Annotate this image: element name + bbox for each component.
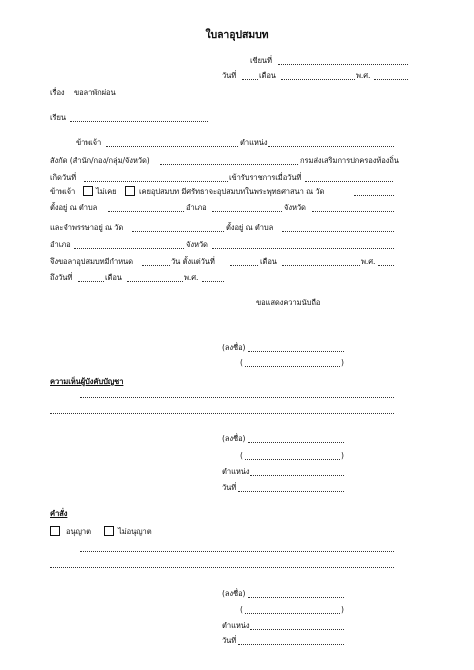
supervisor-name-field[interactable] bbox=[245, 459, 340, 460]
name-field[interactable] bbox=[106, 146, 238, 147]
request-leave-label: จึงขอลาอุปสมบทมีกำหนด bbox=[50, 257, 133, 266]
order-heading: คำสั่ง bbox=[50, 509, 68, 518]
date-month-field[interactable] bbox=[281, 79, 355, 80]
supervisor-open-paren: ( bbox=[240, 451, 243, 460]
date-year-field[interactable] bbox=[374, 79, 408, 80]
district-label: อำเภอ bbox=[186, 203, 207, 212]
i-label: ข้าพเจ้า bbox=[76, 138, 102, 147]
district-field-2[interactable] bbox=[74, 248, 184, 249]
order-open-paren: ( bbox=[240, 605, 243, 614]
form-title: ใบลาอุปสมบท bbox=[205, 29, 269, 41]
supervisor-opinion-line-1[interactable] bbox=[80, 397, 394, 398]
affiliation-label: สังกัด (สำนัก/กอง/กลุ่ม/จังหวัด) bbox=[50, 156, 150, 165]
from-day-field[interactable] bbox=[230, 265, 258, 266]
date-day-label: วันที่ bbox=[222, 71, 237, 80]
never-ordained-label: ไม่เคย bbox=[96, 187, 117, 196]
ever-ordained-label: เคยอุปสมบท มีศรัทธาจะอุปสมบทในพระพุทธศาสนา ณ วัด bbox=[139, 187, 325, 196]
order-signature-label: (ลงชื่อ) bbox=[222, 589, 246, 598]
born-label: เกิดวันที่ bbox=[50, 173, 76, 182]
until-month-field[interactable] bbox=[127, 281, 183, 282]
order-note-line-1[interactable] bbox=[80, 551, 394, 552]
until-year-field[interactable] bbox=[202, 281, 224, 282]
affiliation-field[interactable] bbox=[160, 164, 298, 165]
approve-label: อนุญาต bbox=[66, 527, 91, 536]
applicant-signature-field[interactable] bbox=[248, 351, 344, 352]
never-ordained-checkbox[interactable] bbox=[83, 186, 93, 196]
leave-days-field[interactable] bbox=[142, 265, 170, 266]
disapprove-checkbox[interactable] bbox=[104, 526, 114, 536]
district-label-2: อำเภอ bbox=[50, 240, 71, 249]
i-label-2: ข้าพเจ้า bbox=[50, 187, 76, 196]
until-date-label: ถึงวันที่ bbox=[50, 273, 73, 282]
order-name-field[interactable] bbox=[245, 613, 340, 614]
subject-value: ขอลาพักผ่อน bbox=[74, 88, 116, 97]
written-at-field[interactable] bbox=[278, 64, 408, 65]
date-year-label: พ.ศ. bbox=[356, 71, 371, 80]
supervisor-signature-label: (ลงชื่อ) bbox=[222, 434, 246, 443]
subdistrict-field[interactable] bbox=[108, 211, 184, 212]
until-day-field[interactable] bbox=[78, 281, 104, 282]
order-note-line-2[interactable] bbox=[50, 567, 394, 568]
from-month-field[interactable] bbox=[282, 265, 360, 266]
closing-text: ขอแสดงความนับถือ bbox=[256, 298, 321, 307]
disapprove-label: ไม่อนุญาต bbox=[118, 527, 152, 536]
order-position-field[interactable] bbox=[250, 629, 344, 630]
reside-temple-field[interactable] bbox=[132, 231, 224, 232]
department-name: กรมส่งเสริมการปกครองท้องถิ่น bbox=[300, 156, 399, 165]
position-label: ตำแหน่ง bbox=[240, 138, 268, 147]
order-position-label: ตำแหน่ง bbox=[222, 621, 250, 630]
until-month-label: เดือน bbox=[105, 273, 122, 282]
born-field[interactable] bbox=[84, 181, 228, 182]
applicant-name-field[interactable] bbox=[245, 366, 340, 367]
approve-checkbox[interactable] bbox=[50, 526, 60, 536]
located-at-label: ตั้งอยู่ ณ ตำบล bbox=[50, 203, 98, 212]
district-field[interactable] bbox=[212, 211, 282, 212]
to-label: เรียน bbox=[50, 113, 66, 122]
from-year-label: พ.ศ. bbox=[361, 257, 376, 266]
province-label: จังหวัด bbox=[284, 203, 306, 212]
service-start-label: เข้ารับราชการเมื่อวันที่ bbox=[229, 173, 302, 182]
from-month-label: เดือน bbox=[260, 257, 277, 266]
supervisor-signature-field[interactable] bbox=[248, 442, 344, 443]
supervisor-close-paren: ) bbox=[341, 451, 344, 460]
ever-ordained-checkbox[interactable] bbox=[125, 186, 135, 196]
days-from-label: วัน ตั้งแต่วันที่ bbox=[171, 257, 215, 266]
supervisor-position-label: ตำแหน่ง bbox=[222, 467, 250, 476]
to-field[interactable] bbox=[70, 121, 208, 122]
order-date-field[interactable] bbox=[238, 644, 344, 645]
until-year-label: พ.ศ. bbox=[184, 273, 199, 282]
province-field-2[interactable] bbox=[212, 248, 394, 249]
order-signature-field[interactable] bbox=[248, 597, 344, 598]
order-close-paren: ) bbox=[341, 605, 344, 614]
from-year-field[interactable] bbox=[378, 265, 394, 266]
supervisor-position-field[interactable] bbox=[250, 475, 344, 476]
date-day-field[interactable] bbox=[242, 79, 258, 80]
order-date-label: วันที่ bbox=[222, 636, 237, 645]
written-at-label: เขียนที่ bbox=[250, 56, 272, 65]
applicant-signature-label: (ลงชื่อ) bbox=[222, 343, 246, 352]
temple-field[interactable] bbox=[354, 195, 394, 196]
reside-temple-label: และจำพรรษาอยู่ ณ วัด bbox=[50, 223, 124, 232]
supervisor-date-label: วันที่ bbox=[222, 483, 237, 492]
applicant-close-paren: ) bbox=[341, 358, 344, 367]
supervisor-date-field[interactable] bbox=[238, 491, 344, 492]
date-month-label: เดือน bbox=[259, 71, 276, 80]
subject-label: เรื่อง bbox=[50, 88, 65, 97]
supervisor-heading: ความเห็นผู้บังคับบัญชา bbox=[50, 377, 124, 386]
applicant-open-paren: ( bbox=[240, 358, 243, 367]
province-field[interactable] bbox=[312, 211, 394, 212]
located-at-label-2: ตั้งอยู่ ณ ตำบล bbox=[226, 223, 274, 232]
subdistrict-field-2[interactable] bbox=[282, 231, 394, 232]
position-field[interactable] bbox=[268, 146, 394, 147]
province-label-2: จังหวัด bbox=[186, 240, 208, 249]
supervisor-opinion-line-2[interactable] bbox=[50, 413, 394, 414]
service-start-field[interactable] bbox=[305, 181, 393, 182]
